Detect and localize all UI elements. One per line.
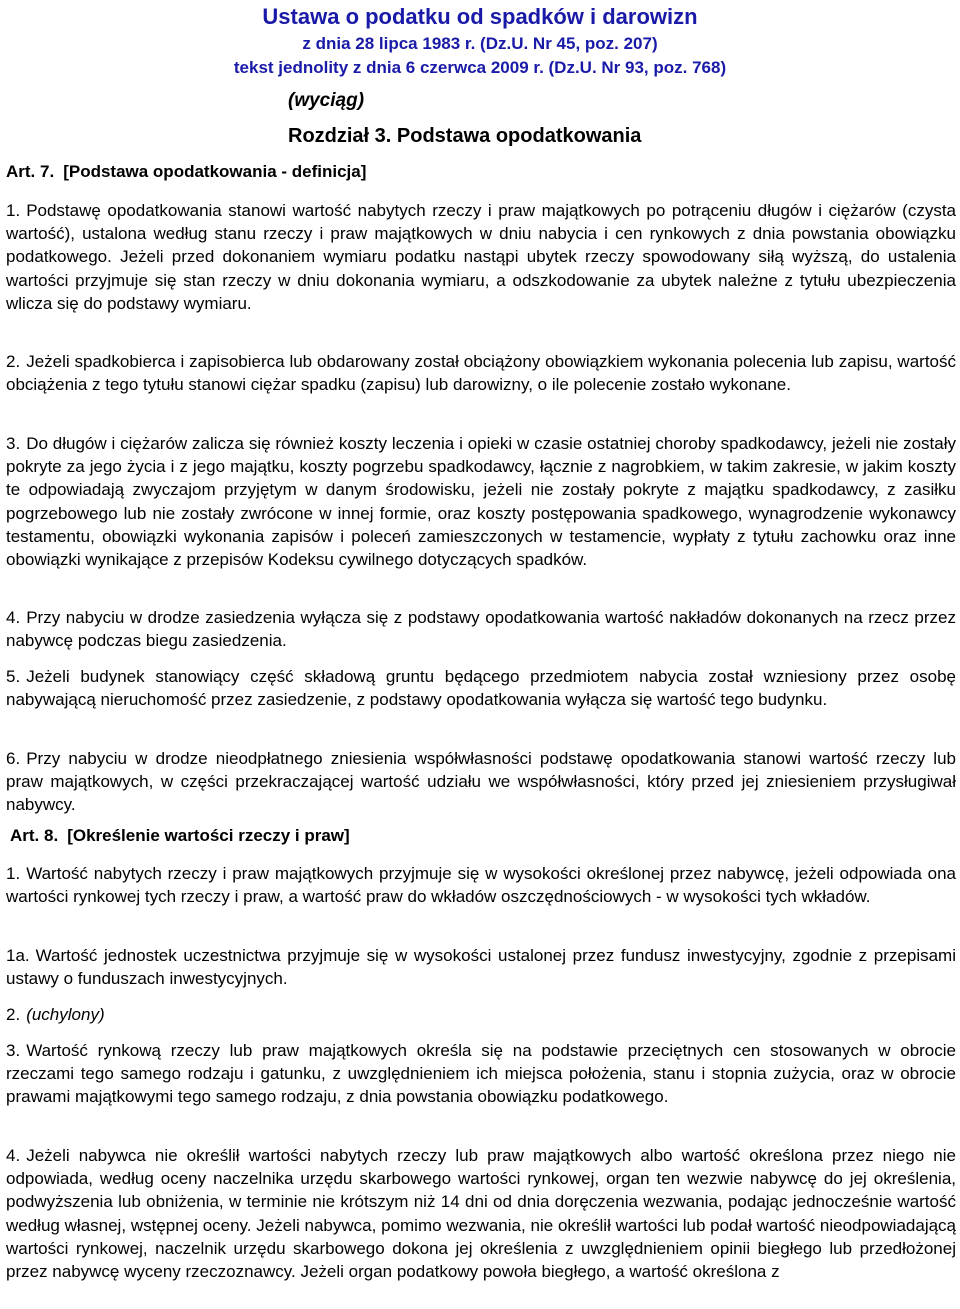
paragraph-number: 5. — [6, 667, 21, 686]
article-8-label: Art. 8. — [10, 826, 59, 845]
paragraph-text: Jeżeli spadkobierca i zapisobierca lub obdarowany został obciążony obowiązkiem wykonania polecenia lub zapisu, wartość obciążenia z tego tytułu stanowi ciężar spadku (zapisu) lub darowizny, o ile polecenie zostało wykonane. — [6, 352, 956, 395]
chapter-heading: Rozdział 3. Podstawa opodatkowania — [288, 125, 642, 147]
paragraph-number: 1a. — [6, 946, 30, 965]
paragraph-text: Jeżeli nabywca nie określił wartości nabytych rzeczy lub praw majątkowych albo wartość określona przez niego nie odpowiada, według oceny naczelnika urzędu skarbowego wartości rynkowej, organ ten wezwie nabywcę do jej określenia, podwyższenia lub obniżenia, w terminie nie krótszym niż 14 dni od dnia doręczenia wezwania, podając jednocześnie wartość według własnej, wstępnej oceny. Jeżeli nabywca, pomimo wezwania, nie określił wartości lub podał wartość nieodpowiadającą wartości rynkowej, naczelnik urzędu skarbowego dokona jej określenia z uwzględnieniem opinii biegłego lub przedłożonej przez nabywcę wyceny rzeczoznawcy. Jeżeli organ podatkowy powoła biegłego, a wartość określona z — [6, 1146, 956, 1282]
article-7-title: [Podstawa opodatkowania - definicja] — [63, 162, 367, 181]
article-8-heading — [10, 826, 350, 846]
paragraph-text: Podstawę opodatkowania stanowi wartość nabytych rzeczy i praw majątkowych po potrąceniu długów i ciężarów (czysta wartość), ustalona według stanu rzeczy i praw majątkowych w dniu nabycia i cen rynkowych z dnia powstania obowiązku podatkowego. Jeżeli przed dokonaniem wymiaru podatku nastąpi ubytek rzeczy spowodowany siłą wyższą, do ustalenia wartości przyjmuje się stan rzeczy w dniu dokonania wymiaru, a odszkodowanie za ubytek należne z tytułu ubezpieczenia wlicza się do podstawy wymiaru. — [6, 201, 956, 313]
art8-paragraph-1a — [6, 944, 956, 990]
art8-paragraph-1 — [6, 862, 956, 908]
paragraph-number: 2. — [6, 352, 21, 371]
excerpt-label: (wyciąg) — [288, 90, 365, 111]
paragraph-text: (uchylony) — [26, 1005, 105, 1024]
paragraph-text: Przy nabyciu w drodze nieodpłatnego zniesienia współwłasności podstawę opodatkowania stanowi wartość rzeczy lub praw majątkowych, w części przekraczającej wartość udziału we współwłasności, który przed jej zniesieniem przysługiwał nabywcy. — [6, 749, 956, 815]
art8-paragraph-2 — [6, 1003, 956, 1026]
paragraph-text: Jeżeli budynek stanowiący część składową gruntu będącego przedmiotem nabycia został wzniesiony przez osobę nabywającą nieruchomość przez zasiedzenie, z podstawy opodatkowania wyłącza się wartość tego budynku. — [6, 667, 956, 710]
consolidated-text-line: tekst jednolity z dnia 6 czerwca 2009 r. (Dz.U. Nr 93, poz. 768) — [233, 58, 727, 77]
paragraph-number: 1. — [6, 201, 21, 220]
art7-paragraph-3 — [6, 432, 956, 571]
article-7-heading — [6, 162, 366, 182]
paragraph-text: Wartość nabytych rzeczy i praw majątkowych przyjmuje się w wysokości określonej przez nabywcę, jeżeli odpowiada ona wartości rynkowej tych rzeczy i praw, a wartość praw do wkładów oszczędnościowych - w wysokości tych wkładów. — [6, 864, 956, 907]
paragraph-text: Przy nabyciu w drodze zasiedzenia wyłącza się z podstawy opodatkowania wartość nakładów dokonanych na rzecz przez nabywcę podczas biegu zasiedzenia. — [6, 608, 956, 651]
art7-paragraph-4 — [6, 606, 956, 652]
art7-paragraph-6 — [6, 747, 956, 817]
paragraph-number: 3. — [6, 434, 21, 453]
paragraph-text: Do długów i ciężarów zalicza się również koszty leczenia i opieki w czasie ostatniej choroby spadkodawcy, jeżeli nie zostały pokryte za jego życia i z jego majątku, koszty pogrzebu spadkodawcy, łącznie z nagrobkiem, w takim zakresie, w jakim koszty te odpowiadają zwyczajom przyjętym w danym środowisku, jeżeli nie zostały pokryte z majątku spadkodawcy, z zasiłku pogrzebowego lub nie zostały zwrócone w innej formie, oraz koszty postępowania spadkowego, wynagrodzenie wykonawcy testamentu, obowiązki wykonania zapisów i poleceń zamieszczonych w testamencie, wypłaty z tytułu zachowku oraz inne obowiązki wynikające z przepisów Kodeksu cywilnego dotyczących spadków. — [6, 434, 956, 570]
paragraph-number: 1. — [6, 864, 21, 883]
paragraph-number: 4. — [6, 608, 21, 627]
document-title: Ustawa o podatku od spadków i darowizn — [262, 4, 698, 29]
art7-paragraph-5 — [6, 665, 956, 711]
art8-paragraph-3 — [6, 1039, 956, 1109]
paragraph-text: Wartość rynkową rzeczy lub praw majątkowych określa się na podstawie przeciętnych cen stosowanych w obrocie rzeczami tego samego rodzaju i gatunku, z uwzględnieniem ich miejsca położenia, stanu i stopnia zużycia, oraz w obrocie prawami majątkowymi tego samego rodzaju, z dnia powstania obowiązku podatkowego. — [6, 1041, 956, 1107]
article-7-label: Art. 7. — [6, 162, 55, 181]
publication-date-line: z dnia 28 lipca 1983 r. (Dz.U. Nr 45, poz. 207) — [302, 34, 658, 53]
document-header — [0, 2, 960, 80]
art7-paragraph-1 — [6, 199, 956, 315]
art7-paragraph-2 — [6, 350, 956, 396]
art8-paragraph-4 — [6, 1144, 956, 1283]
paragraph-number: 2. — [6, 1005, 21, 1024]
paragraph-number: 6. — [6, 749, 21, 768]
paragraph-number: 3. — [6, 1041, 21, 1060]
paragraph-text: Wartość jednostek uczestnictwa przyjmuje się w wysokości ustalonej przez fundusz inwestycyjny, zgodnie z przepisami ustawy o funduszach inwestycyjnych. — [6, 946, 956, 989]
paragraph-number: 4. — [6, 1146, 21, 1165]
article-8-title: [Określenie wartości rzeczy i praw] — [67, 826, 350, 845]
